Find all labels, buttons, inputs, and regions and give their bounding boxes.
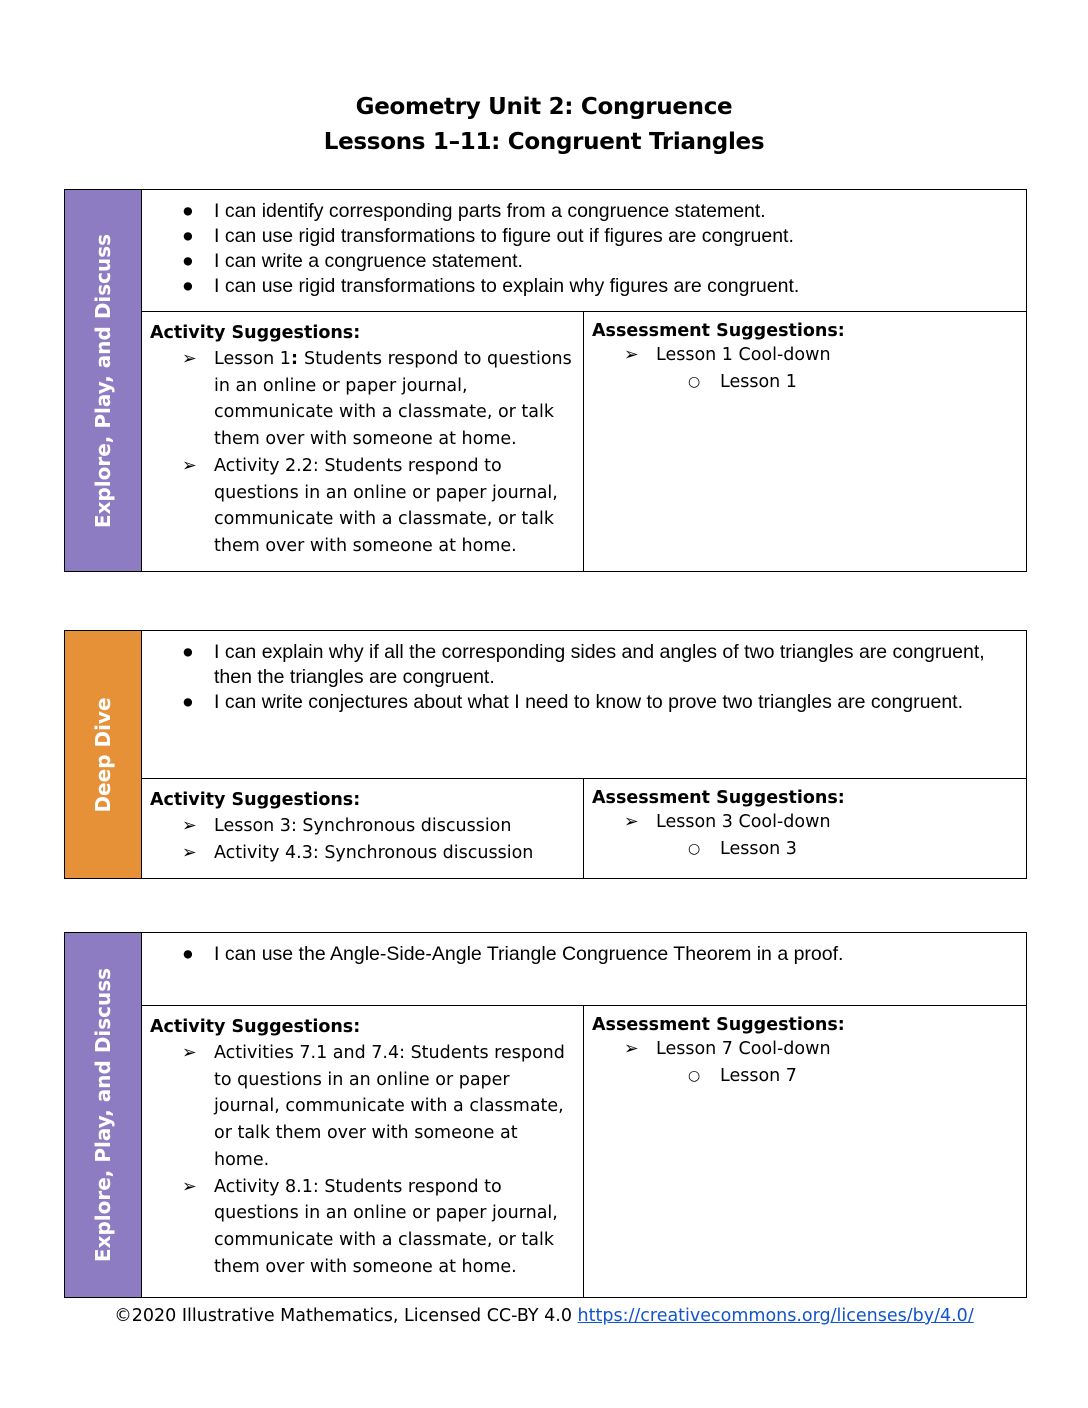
- activity-suggestions: [142, 312, 584, 571]
- activity-name: Lesson 1: [214, 349, 291, 369]
- section-label: Explore, Play, and Discuss: [91, 967, 115, 1263]
- assessment-text: Lesson 1 Cool-down: [656, 345, 831, 365]
- assessment-item: [592, 1036, 1018, 1063]
- activity-name: Activity 2.2: [214, 455, 313, 476]
- activity-name: Lesson 3: [214, 816, 291, 836]
- section-deep-dive: [64, 630, 1027, 879]
- bullet-icon: ●: [182, 641, 194, 663]
- activity-item: [150, 1174, 575, 1281]
- assessment-subtext: Lesson 1: [720, 371, 797, 392]
- title-line-2: Lessons 1–11: Congruent Triangles: [323, 129, 765, 155]
- activity-text: Synchronous discussion: [302, 816, 512, 836]
- activity-text: Students respond to questions in an online or paper journal, communicate with a classmate, or talk them over with someone at home.: [214, 455, 558, 556]
- arrow-bullet-icon: ➢: [182, 842, 197, 863]
- activity-item: [150, 840, 575, 867]
- bullet-icon: ●: [182, 691, 194, 713]
- goal-item: [182, 224, 1006, 249]
- activity-separator: :: [290, 816, 303, 836]
- assessment-suggestions: [584, 312, 1026, 571]
- section-label: Explore, Play, and Discuss: [91, 233, 115, 528]
- section-sidebar: [65, 631, 142, 878]
- activity-heading: Activity Suggestions:: [150, 323, 361, 343]
- title-line-1: Geometry Unit 2: Congruence: [355, 94, 733, 120]
- assessment-subitem: [592, 369, 1018, 396]
- arrow-bullet-icon: ➢: [624, 812, 639, 832]
- goal-item: [182, 249, 1006, 274]
- assessment-subtext: Lesson 7: [720, 1065, 797, 1086]
- activity-separator: :: [312, 455, 325, 476]
- arrow-bullet-icon: ➢: [624, 1039, 639, 1059]
- bullet-icon: ●: [182, 225, 194, 247]
- circle-bullet-icon: ○: [688, 1067, 701, 1084]
- activity-heading: Activity Suggestions:: [150, 790, 361, 810]
- assessment-heading: Assessment Suggestions:: [592, 1015, 845, 1035]
- learning-goals: [142, 933, 1026, 1006]
- license-footer: [0, 1306, 1088, 1326]
- activity-separator: :: [312, 1176, 325, 1197]
- goal-item: [182, 274, 1006, 299]
- suggestions-row: [142, 779, 1026, 878]
- activity-name: Activities 7.1 and 7.4: [214, 1043, 400, 1063]
- goal-item: [182, 942, 1006, 967]
- activity-suggestions: [142, 1006, 584, 1297]
- goal-text: I can use the Angle-Side-Angle Triangle Congruence Theorem in a proof.: [214, 943, 844, 965]
- assessment-subtext: Lesson 3: [720, 838, 797, 859]
- activity-text: Students respond to questions in an online or paper journal, communicate with a classmate, or talk them over with someone at home.: [214, 1176, 558, 1277]
- activity-name: Activity 8.1: [214, 1176, 313, 1197]
- learning-goals: [142, 631, 1026, 779]
- assessment-subitem: [592, 836, 1018, 863]
- circle-bullet-icon: ○: [688, 373, 701, 390]
- activity-text: Students respond to questions in an online or paper journal, communicate with a classmate, or talk them over with someone at home.: [214, 349, 572, 450]
- arrow-bullet-icon: ➢: [182, 816, 197, 836]
- bullet-icon: ●: [182, 943, 194, 965]
- learning-goals: [142, 190, 1026, 312]
- section-content: [142, 190, 1026, 571]
- arrow-bullet-icon: ➢: [182, 455, 197, 476]
- section-label: Deep Dive: [91, 696, 115, 813]
- assessment-heading: Assessment Suggestions:: [592, 321, 845, 341]
- activity-item: [150, 346, 575, 453]
- arrow-bullet-icon: ➢: [182, 1043, 197, 1063]
- goal-text: I can use rigid transformations to explain why figures are congruent.: [214, 275, 800, 297]
- goal-item: [182, 199, 1006, 224]
- assessment-subitem: [592, 1063, 1018, 1090]
- circle-bullet-icon: ○: [688, 840, 701, 857]
- activity-name: Activity 4.3: [214, 842, 313, 863]
- goal-text: I can write conjectures about what I need to know to prove two triangles are congruent.: [214, 691, 964, 713]
- goal-text: I can explain why if all the corresponding sides and angles of two triangles are congruent, then the triangles are congruent.: [214, 641, 985, 688]
- activity-suggestions: [142, 779, 584, 878]
- goal-text: I can identify corresponding parts from a congruence statement.: [214, 200, 766, 222]
- license-text: ©2020 Illustrative Mathematics, Licensed CC-BY 4.0: [114, 1306, 578, 1326]
- section-content: [142, 631, 1026, 878]
- license-link[interactable]: https://creativecommons.org/licenses/by/4.0/: [577, 1306, 974, 1326]
- activity-heading: Activity Suggestions:: [150, 1017, 361, 1037]
- activity-separator: :: [312, 842, 325, 863]
- assessment-item: [592, 809, 1018, 836]
- bullet-icon: ●: [182, 250, 194, 272]
- section-sidebar: [65, 933, 142, 1297]
- activity-text: Students respond to questions in an online or paper journal, communicate with a classmate, or talk them over with someone at home.: [214, 1043, 565, 1170]
- goal-text: I can use rigid transformations to figure out if figures are congruent.: [214, 225, 794, 247]
- suggestions-row: [142, 312, 1026, 571]
- activity-item: [150, 813, 575, 840]
- assessment-text: Lesson 7 Cool-down: [656, 1039, 831, 1059]
- bullet-icon: ●: [182, 275, 194, 297]
- section-sidebar: [65, 190, 142, 571]
- page-title: [0, 90, 1088, 160]
- activity-item: [150, 1040, 575, 1174]
- arrow-bullet-icon: ➢: [624, 345, 639, 365]
- arrow-bullet-icon: ➢: [182, 349, 197, 369]
- goal-item: [182, 640, 1006, 690]
- activity-text: Synchronous discussion: [324, 842, 534, 863]
- assessment-suggestions: [584, 779, 1026, 878]
- assessment-text: Lesson 3 Cool-down: [656, 812, 831, 832]
- section-content: [142, 933, 1026, 1297]
- activity-separator: :: [290, 349, 305, 369]
- section-explore-2: [64, 932, 1027, 1298]
- activity-separator: :: [399, 1043, 411, 1063]
- activity-item: [150, 453, 575, 560]
- assessment-item: [592, 342, 1018, 369]
- assessment-heading: Assessment Suggestions:: [592, 788, 845, 808]
- section-explore-1: [64, 189, 1027, 572]
- goal-text: I can write a congruence statement.: [214, 250, 523, 272]
- goal-item: [182, 690, 1006, 715]
- bullet-icon: ●: [182, 200, 194, 222]
- suggestions-row: [142, 1006, 1026, 1297]
- arrow-bullet-icon: ➢: [182, 1176, 197, 1197]
- assessment-suggestions: [584, 1006, 1026, 1297]
